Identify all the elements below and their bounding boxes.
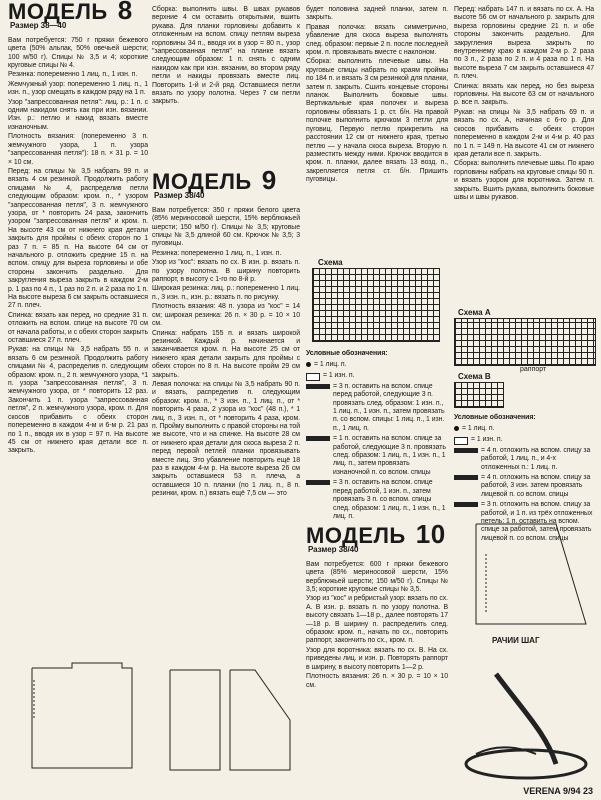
model8-text [8, 37, 148, 456]
model9-paragraph: Спинка: набрать 155 п. и вязать широкой резинкой. Каждый р. начинается и заканчивается кром. п. На высоте 25 см от нижнего края детали закрыть для проймы с обеих сторон по 8 п. На высоте пройм 29 см закрыть. [152, 329, 300, 379]
model10-schema-a-grid [454, 318, 596, 366]
model9-legend-item [306, 361, 448, 369]
model8-paragraph: Рукав: на спицы № 3,5 набрать 55 п. и вязать 6 см резинкой. Продолжить работу спицами № 4, распределив п. следующим образом: кром. п., 2 п. жемчужного узора, *1 п. узора "запрессованная петля", 3 п. жемчужного узора, от * повторить 12 раз. Закончить 1 п. узора "запрессованная петля", 2 п. жемчужного узора, кром. п. Для скосов прибавить с обеих сторон попеременно в каждом 4-м и 6-м р. 21 раз по 1 п., вводя их в узор = 97 п. На высоте 45 см от нижнего края детали все п. закрыть. [8, 346, 148, 455]
model10-legend-symbol-icon [454, 448, 478, 453]
model9-paragraph: Левая полочка: на спицы № 3,5 набрать 90 п. и вязать, распределив п. следующим образом: кром. п., * 3 изн. п., 1 лиц. п., от * повторить 4 раза, 2 узора из "кос" (48 п.), * 1 лиц. п., 3 изн. п., от * повторить 4 раза, кром. п. Пройму выполнить с правой стороны на той же высоте, что и на спинке. На высоте 28 см от нижнего края детали для скоса выреза 2 п. перед первой петлей планки провязывать вместе лиц. Это убавление повторить ещё 18 раз в каждом 4-м р. На высоте выреза 26 см закрыть оставшиеся 53 п. плеча, а оставшиеся 10 п. планки (по 1 лиц. п., 8 п. резинки, кром. п.) вязать ещё 7,5 см — это [152, 380, 300, 498]
model10-legend-symbol-icon [454, 475, 478, 480]
model9-title-number: 9 [261, 165, 277, 195]
model9-continued-paragraph: Сборка: выполнить плечевые швы. На круговые спицы набрать по краям проймы по 184 п. и вязать 3 см резинкой для планки, затем п. закрыть. Сшить концевые стороны планок. Выполнить боковые швы. Вертикальные края полочек и выреза горловины обвязать 1 р. ст. б/н. На правой полочке выполнить крючком 3 петли для пуговиц. Первую петлю прикрепить на расстоянии 12 см от нижнего края, третью петлю — у начала скоса выреза. Вторую п. разместить между ними. Крючок вводится в кром. п. планки, далее вязать 13 возд. п., закрепляется петля ст. б/н. Пришить пуговицы. [306, 58, 448, 184]
model10-column [306, 519, 448, 691]
model10-continued-text [454, 6, 594, 202]
model10-paragraph: Узор для воротника: вязать по сх. В. На сх. приведены лиц. и изн. р. Повторять раппорт в ширину, в высоту повторить 1—2 р. [306, 646, 448, 671]
model10-legend-title: Условные обозначения: [454, 414, 536, 421]
model9-legend-symbol-icon [306, 384, 330, 389]
model10-paragraph: Плотность вязания: 26 п. × 30 р. = 10 × 10 см. [306, 673, 448, 689]
model10-paragraph: Узор из "кос" и ребристый узор: вязать по сх. А. В изн. р. вязать п. по узору полотна. В высоту связать 1—18 р., далее повторять 17—18 р. В ширину п. распределить след. образом: кром. п., начать по сх., повторить раппорт, закончить по сх., кром. п. [306, 595, 448, 645]
model10-continued-paragraph: Рукав: на спицы № 3,5 набрать 69 п. и вязать по сх. А, начиная с 6-го р. Для скосов прибавить с обеих сторон попеременно в каждом 2-м и 4-м р. 40 раз по 1 п. = 149 п. На высоте 41 см от нижнего края детали все п. закрыть. [454, 108, 594, 158]
model8-size: Размер 38—40 [10, 21, 67, 31]
model9-legend-symbol-icon [306, 480, 330, 485]
model9-legend-symbol-icon [306, 436, 330, 441]
model10-legend-symbol-icon [454, 502, 478, 507]
model9-schema-title: Схема [318, 258, 343, 267]
model8-paragraph: Плотность вязания: (попеременно 3 п. жемчужного узора, 1 п. узора "запрессованная петля"): 18 п. × 31 р. = 10 × 10 см. [8, 133, 148, 166]
model9-legend-symbol-icon [306, 362, 311, 367]
model9-text [152, 207, 300, 499]
model8-column-2 [152, 6, 300, 108]
model10-legend-symbol-icon [454, 437, 468, 445]
model9-column-3 [306, 6, 448, 186]
model8-paragraph: Перед: на спицы № 3,5 набрать 99 п. и вязать 4 см резинкой. Продолжить работу спицами № 4, распределив петли следующим образом: кром. п., * узором "запрессованная петля", 3 п. жемчужного узора, от * повторить 24 раза, закончить узором "запрессованная петля" и кром. п. На высоте 43 см от нижнего края детали закрыть для проймы с обеих сторон по 1 раз 7 п. = 85 п. На высоте 64 см от начального р. отложить средние 15 п. на вспом. спицу для выреза горловины и обе стороны закончить раздельно. Для закругления выреза закрыть в каждом 2-м р. 1 раз по 4 п., 1 раз по 2 п. и 2 раза по 1 п. На высоте выреза 6 см закрыть оставшиеся 27 п. плеч. [8, 167, 148, 310]
model10-legend-symbol-icon [454, 426, 459, 431]
model10-legend-item [454, 474, 594, 499]
model9-continued-paragraph: будет половина задней планки, затем п. закрыть. [306, 6, 448, 22]
model8-title-word: МОДЕЛЬ [8, 0, 108, 24]
model9-paragraph: Плотность вязания: 48 п. узора из "кос" = 14 см; широкая резинка: 26 п. × 30 р. = 10 × 10 см. [152, 303, 300, 328]
model10-title [306, 519, 448, 549]
model10-title-number: 10 [415, 519, 446, 549]
model10-legend-text: = 3 п. отложить на вспом. спицу за работой, и 1 п. из трёх отложенных петель: 1 п. оставить на вспом. спице за работой, затем провязать лицевой п. со вспом. спицы [481, 501, 593, 542]
model8-assembly-paragraph: Сборка: выполнить швы. В швах рукавов верхние 4 см оставить открытыми, вшить рукава. Для планки горловины добавить к отложенным на вспом. спицу петлям выреза горловины 34 п., вводя их в узор = 80 п., узор "запрессованная петля" на планке вязать следующим образом: 1 п. снять с одним накидом как при изн. вязании, во втором ряду петли и накиды провязать вместе лиц. Повторить 1-й и 2-й ряд. Оставшиеся петли вязать по узору полотна. Через 7 см петли закрыть. [152, 6, 300, 106]
model10-legend-item [454, 436, 594, 445]
model10-size: Размер 38/40 [308, 545, 359, 555]
model10-paragraph: Вам потребуется: 600 г пряжи бежевого цвета (85% мериносовой шерсти, 15% верблюжьей шерсти; 150 м/50 г). Спицы № 3,5; короткие круговые спицы № 3,5. [306, 560, 448, 594]
model10-legend-text: = 1 лиц. п. [462, 425, 495, 433]
model9-paragraph: Вам потребуется: 350 г пряжи белого цвета (85% мериносовой шерсти, 15% верблюжьей шерсти; 150 м/50 г). Спицы № 3,5; круговые спицы № 3,5 длиной 60 см. Крючок № 3,5; 3 пуговицы. [152, 206, 300, 248]
model8-paragraph: Вам потребуется: 750 г пряжи бежевого цвета (50% альпак, 50% овечьей шерсти; 100 м/50 г). Спицы № 3,5 и 4; короткие круговые спицы № 4. [8, 36, 148, 70]
model9-title-word: МОДЕЛЬ [152, 169, 252, 194]
model8-column-1 [8, 0, 148, 457]
model9-legend-item [306, 383, 448, 433]
model9-title [152, 165, 300, 195]
model10-legend-text: = 4 п. отложить на вспом. спицу за работой, 3 изн. затем провязать лицевой п. со вспом. спицы [481, 474, 591, 498]
model10-schema-b-grid [454, 382, 504, 408]
model9-legend-item [306, 372, 448, 381]
model9-legend-symbol-icon [306, 373, 320, 381]
model10-legend-text: = 4 п. отложить на вспом. спицу за работой, 1 лиц. п., и 4-х отложенных п.: 1 лиц. п. [481, 446, 591, 471]
model9-legend-text: = 3 п. оставить на вспом. спице перед работой, 1 изн. п., затем провязать 3 п. со вспом. спицы след. образом: 1 лиц. п., 1 изн. п., 1 лиц. п. [333, 479, 446, 520]
model10-continued-paragraph: Перед: набрать 147 п. и вязать по сх. А. На высоте 56 см от начального р. закрыть для выреза горловины средние 21 п. и обе стороны закончить раздельно. Для закругления выреза закрыть по внутреннему краю в каждом 2-м р. 2 раза по 3 п., 2 раза по 2 п. и 4 раза по 1 п. На высоте выреза 7 см закрыть оставшиеся 47 п. плеч. [454, 6, 594, 81]
model10-legend-text: = 1 изн. п. [471, 435, 503, 443]
model10-continued-paragraph: Сборка: выполнить плечевые швы. По краю горловины набрать на круговые спицы 90 п. и вязать узором для воротника. Затем п. закрыть. Вшить рукава, выполнить боковые швы и швы рукавов. [454, 160, 594, 201]
model9-size: Размер 38/40 [154, 191, 205, 201]
model9-legend-text: = 1 п. оставить на вспом. спице за работой, следующие 3 п. провязать след. образом: 1 лиц. п., 1 изн. п., 1 лиц. п., затем провязать изнаночной п. со вспом. спицы [333, 435, 446, 476]
model9-legend-item [306, 479, 448, 521]
model9-paragraph: Резинка: попеременно 1 лиц. п., 1 изн. п. [152, 249, 282, 257]
model8-pattern-drawing [12, 658, 152, 778]
model8-title-number: 8 [117, 0, 133, 25]
model9-column [152, 165, 300, 500]
model9-legend-text: = 1 лиц. п. [314, 361, 347, 369]
model8-paragraph: Резинка: попеременно 1 лиц. п., 1 изн. п. [8, 71, 138, 79]
model9-legend-title: Условные обозначения: [306, 350, 388, 357]
model8-paragraph: Узор "запрессованная петля": лиц. р.: 1 п. с одним накидом снять как при изн. вязании. Изн. р.: петлю и накид вязать вместе изнаночным. [8, 98, 148, 131]
crochet-stitch-illustration [456, 654, 596, 784]
model9-legend-text: = 1 изн. п. [323, 371, 355, 379]
model8-title [8, 0, 148, 25]
model9-legend [306, 350, 448, 523]
model9-pattern-drawing [160, 660, 300, 780]
model8-paragraph: Спинка: вязать как перед, но средние 31 п. отложить на вспом. спице на высоте 70 см от начала работы, и с обеих сторон закрыть оставшиеся 27 п. плеч. [8, 311, 148, 345]
model10-schema-a-title: Схема А [458, 308, 491, 317]
page-footer: VERENA 9/94 23 [523, 786, 593, 796]
model10-legend-item [454, 447, 594, 472]
model10-schema-b-title: Схема В [458, 372, 491, 381]
model10-pattern-drawing [456, 514, 596, 634]
model9-legend-item [306, 435, 448, 477]
model10-column-4 [454, 6, 594, 203]
model9-paragraph: Узор из "кос": вязать по сх. В изн. р. вязать п. по узору полотна. В ширину повторить раппорт, в высоту с 1-го по 8-й р. [152, 259, 300, 284]
model10-continued-paragraph: Спинка: вязать как перед, но без выреза горловины. На высоте 63 см от начального р. все п. закрыть. [454, 82, 594, 107]
model9-paragraph: Широкая резинка: лиц. р.: попеременно 1 лиц. п., 3 изн. п., изн. р.: вязать п. по рисунку. [152, 285, 300, 301]
model8-assembly-text [152, 6, 300, 107]
stitch-illustration-label: РАЧИИ ШАГ [492, 636, 540, 645]
model10-rapport-label: раппорт [520, 366, 547, 373]
model9-schema-grid [312, 268, 440, 342]
model9-legend-text: = 3 п. оставить на вспом. спице перед работой, следующие 3 п. провязать след. образом: 1 изн. п., 1 лиц. п., 1 изн. п., затем провязать п. со вспом. спицы: 1 лиц. п., 1 изн. п., 1 лиц. п. [333, 382, 445, 432]
model10-text [306, 561, 448, 690]
model10-title-word: МОДЕЛЬ [306, 523, 406, 548]
model9-legend-list [306, 361, 448, 521]
model8-paragraph: Жемчужный узор: попеременно 1 лиц. п., 1 изн. п., узор смещать в каждом ряду на 1 п. [8, 80, 148, 97]
model9-continued-paragraph: Правая полочка: вязать симметрично, убавление для скоса выреза выполнять след. образом: первые 2 п. после последней кром. п. провязывать вместе с наклоном. [306, 23, 448, 57]
model10-legend-item [454, 425, 594, 433]
model9-continued-text [306, 6, 448, 185]
